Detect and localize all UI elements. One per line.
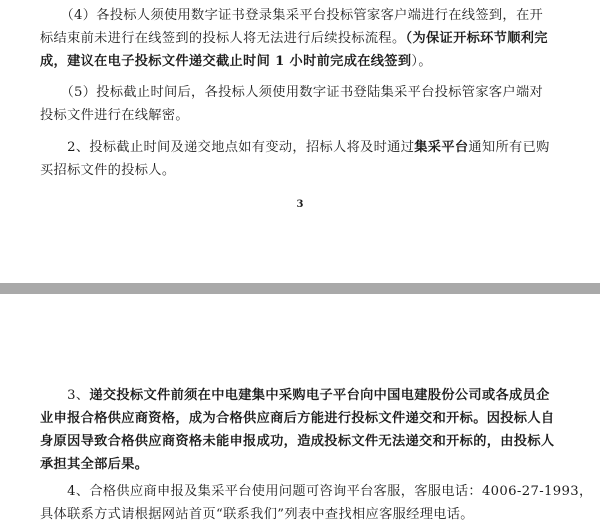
bold-platform-name: 集采平台 (414, 140, 469, 155)
text-line-content: 买招标文件的投标人。 (40, 163, 176, 178)
text-line-content: 3、 (67, 388, 90, 403)
text-line-content: 4、合格供应商申报及集采平台使用问题可咨询平台客服，客服电话：4006-27-1993， (67, 484, 593, 499)
text-line-content: 通知所有已购 (468, 140, 550, 155)
paragraph-signin-requirement (40, 4, 570, 73)
text-line-content: 2、投标截止时间及递交地点如有变动，招标人将及时通过 (67, 140, 415, 155)
page-separator (0, 283, 600, 294)
text-line (40, 81, 570, 104)
text-line (40, 27, 570, 50)
text-line (40, 50, 570, 73)
paragraph-deadline-change-notice (40, 136, 570, 182)
text-line: 身原因导致合格供应商资格未能申报成功，造成投标文件无法递交和开标的，由投标人 (40, 434, 555, 449)
text-line-content: ）。 (411, 54, 432, 69)
text-line-content: 投标文件进行在线解密。 (40, 108, 189, 123)
document-page-bottom (0, 294, 600, 527)
paragraph-customer-service (40, 480, 593, 526)
text-line (40, 384, 570, 407)
text-line-content: 标结束前未进行在线签到的投标人将无法进行后续投标流程。 (40, 31, 406, 46)
bold-notice-text: （为保证开标环节顺利完 (405, 31, 548, 46)
paragraph-online-decryption (40, 81, 570, 127)
text-line-content: 具体联系方式请根据网站首页“联系我们”列表中查找相应客服经理电话。 (40, 507, 474, 522)
page-number: 3 (296, 199, 304, 210)
text-line (40, 480, 593, 503)
paragraph-supplier-qualification (40, 384, 570, 476)
text-line-content: （4）各投标人须使用数字证书登录集采平台投标管家客户端进行在线签到，在开 (67, 8, 544, 23)
text-line (40, 104, 570, 127)
text-line: 承担其全部后果。 (40, 457, 149, 472)
text-line (40, 159, 570, 182)
bold-requirement-text: 递交投标文件前须在中电建集中采购电子平台向中国电建股份公司或各成员企 (89, 388, 550, 403)
text-line-content: （5）投标截止时间后，各投标人须使用数字证书登陆集采平台投标管家客户端对 (67, 85, 544, 100)
text-line (40, 136, 570, 159)
text-line (40, 4, 570, 27)
text-line: 业申报合格供应商资格，成为合格供应商后方能进行投标文件递交和开标。因投标人自 (40, 411, 555, 426)
bold-notice-text: 成，建议在电子投标文件递交截止时间 1 小时前完成在线签到 (40, 54, 412, 69)
text-line (40, 503, 570, 526)
